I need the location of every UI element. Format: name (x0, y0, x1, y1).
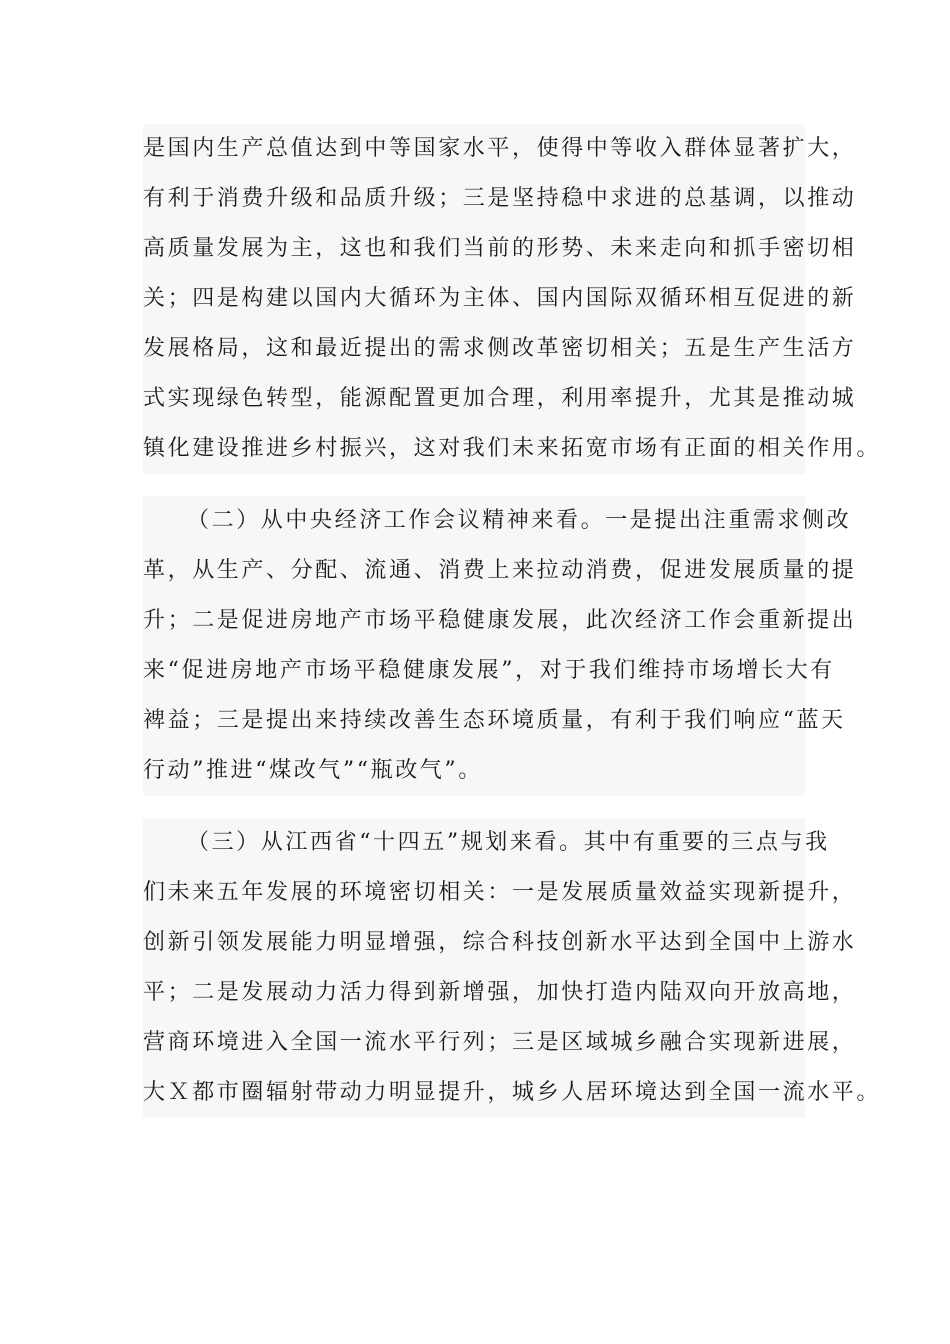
text-line: 创新引领发展能力明显增强，综合科技创新水平达到全国中上游水 (143, 930, 857, 955)
text-line: （二）从中央经济工作会议精神来看。一是提出注重需求侧改 (187, 508, 852, 533)
text-line: 升；二是促进房地产市场平稳健康发展，此次经济工作会重新提出 (143, 608, 857, 633)
text-line: 有利于消费升级和品质升级；三是坚持稳中求进的总基调，以推动 (143, 186, 857, 211)
text-line: 营商环境进入全国一流水平行列；三是区域城乡融合实现新进展， (143, 1030, 857, 1055)
text-line: 是国内生产总值达到中等国家水平，使得中等收入群体显著扩大， (143, 136, 857, 161)
text-line: 大Ｘ都市圈辐射带动力明显提升，城乡人居环境达到全国一流水平。 (143, 1080, 882, 1105)
paragraph-central-economic-conference (143, 496, 857, 796)
text-line: 镇化建设推进乡村振兴，这对我们未来拓宽市场有正面的相关作用。 (143, 436, 882, 461)
text-line: （三）从江西省“十四五”规划来看。其中有重要的三点与我 (187, 830, 830, 855)
text-line: 关；四是构建以国内大循环为主体、国内国际双循环相互促进的新 (143, 286, 857, 311)
text-line: 平；二是发展动力活力得到新增强，加快打造内陆双向开放高地， (143, 980, 857, 1005)
text-line: 式实现绿色转型，能源配置更加合理，利用率提升，尤其是推动城 (143, 386, 857, 411)
text-line: 裨益；三是提出来持续改善生态环境质量，有利于我们响应“蓝天 (143, 708, 846, 733)
text-line: 行动”推进“煤改气”“瓶改气”。 (143, 758, 483, 783)
text-line: 高质量发展为主，这也和我们当前的形势、未来走向和抓手密切相 (143, 236, 857, 261)
text-line: 革，从生产、分配、流通、消费上来拉动消费，促进发展质量的提 (143, 558, 857, 583)
text-line: 们未来五年发展的环境密切相关：一是发展质量效益实现新提升， (143, 880, 857, 905)
text-line: 来“促进房地产市场平稳健康发展”，对于我们维持市场增长大有 (143, 658, 835, 683)
paragraph-economic-goals (143, 124, 882, 474)
text-line: 发展格局，这和最近提出的需求侧改革密切相关；五是生产生活方 (143, 336, 857, 361)
paragraph-jiangxi-plan (143, 818, 882, 1118)
